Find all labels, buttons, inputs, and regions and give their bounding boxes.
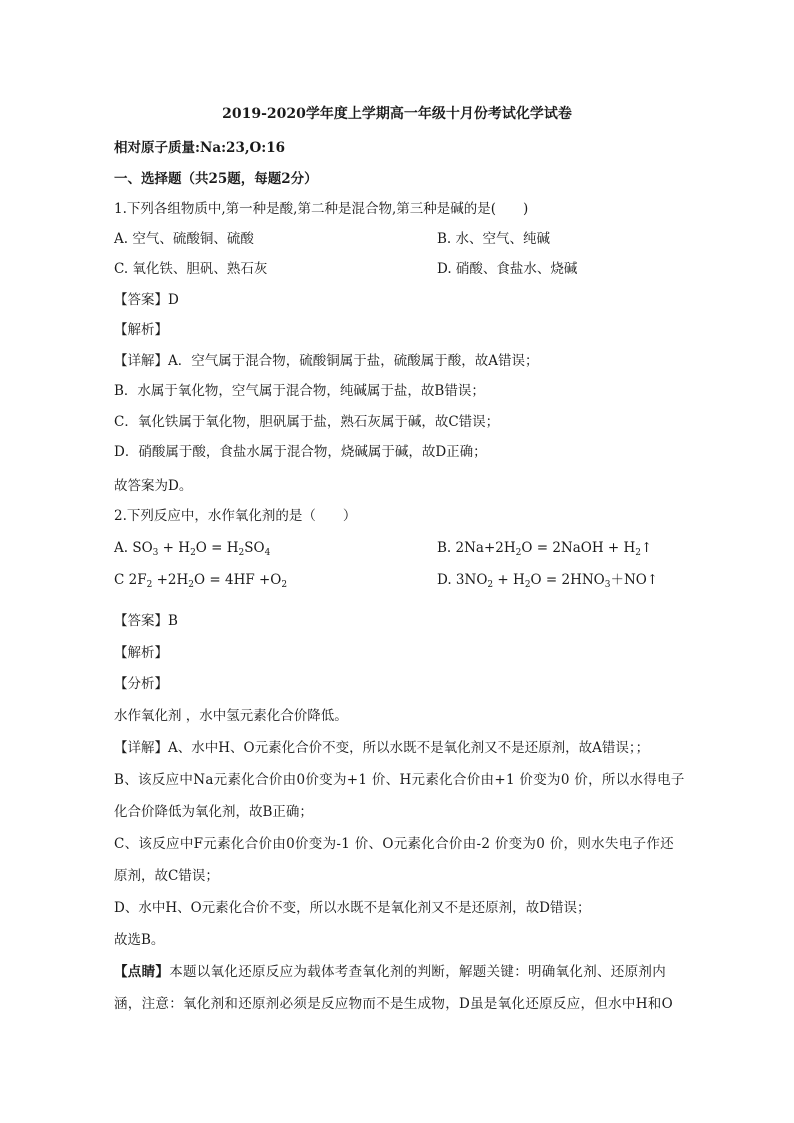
section-heading: 一、选择题（共25题，每题2分） (114, 171, 318, 187)
q1-conclusion: 故答案为D。 (114, 478, 193, 494)
q2-analysis-text: 水作氧化剂 ，水中氢元素化合价降低。 (114, 708, 348, 724)
q1-analysis-tag: 【解析】 (114, 322, 168, 338)
q1-detail-a (114, 352, 539, 370)
q2-detail-a-text: A、水中H、O元素化合价不变，所以水既不是氧化剂又不是还原剂，故A错误；； (168, 740, 650, 756)
q2-detail-d: D、水中H、O元素化合价不变，所以水既不是氧化剂又不是还原剂，故D错误； (114, 900, 591, 916)
q2-option-c: C $2F_2 +2H_2O = 4HF +O_2$ (114, 572, 288, 590)
q2-detail-c-line1: C、该反应中F元素化合价由0价变为-1 价、O元素化合价由-2 价变为0 价，则水失电子作还 (114, 836, 674, 852)
q2-detail-b-line1: B、该反应中Na元素化合价由0价变为+1 价、H元素化合价由+1 价变为0 价，所以水得电子 (114, 772, 685, 788)
q2-answer: 【答案】B (114, 613, 178, 629)
q1-option-d: D. 硝酸、食盐水、烧碱 (437, 261, 578, 277)
q2-point-line1 (114, 963, 666, 981)
q1-detail-a-text: A．空气属于混合物，硫酸铜属于盐，硫酸属于酸，故A错误； (168, 353, 539, 369)
q2-point-tag: 【点睛】 (114, 964, 170, 980)
q1-detail-b: B．水属于氧化物，空气属于混合物，纯碱属于盐，故B错误； (114, 383, 485, 399)
q2-detail-a (114, 739, 649, 757)
q1-option-b: B. 水、空气、纯碱 (437, 231, 551, 247)
q1-detail-c: C．氧化铁属于氧化物，胆矾属于盐，熟石灰属于碱，故C错误； (114, 414, 500, 430)
q2-option-d: D. $3NO_2 + H_2O$ = $2HNO_3+NO↑$ (437, 572, 659, 590)
q2-detail-b-line2: 化合价降低为氧化剂，故B正确； (114, 804, 313, 820)
exam-title: 2019-2020学年度上学期高一年级十月份考试化学试卷 (222, 106, 572, 122)
q1-option-c: C. 氧化铁、胆矾、熟石灰 (114, 261, 268, 277)
q1-answer: 【答案】D (114, 292, 179, 308)
q2-fenxi-tag: 【分析】 (114, 676, 168, 692)
atomic-mass-line: 相对原子质量:Na:23,O:16 (114, 140, 286, 156)
q2-detail-tag: 【详解】 (114, 740, 168, 756)
q2-point-line1-text: 本题以氧化还原反应为载体考查氧化剂的判断，解题关键：明确氧化剂、还原剂内 (169, 964, 667, 980)
q2-point-line2: 涵，注意：氧化剂和还原剂必须是反应物而不是生成物，D虽是氧化还原反应，但水中H和O (114, 996, 673, 1012)
q1-stem: 1.下列各组物质中,第一种是酸,第二种是混合物,第三种是碱的是( ) (114, 201, 529, 217)
q2-detail-c-line2: 原剂，故C错误； (114, 868, 219, 884)
q2-conclusion: 故选B。 (114, 932, 165, 948)
q1-option-a: A. 空气、硫酸铜、硫酸 (114, 231, 254, 247)
q2-option-a: A. $SO_3 + H_2O = H_2SO_4$ (114, 540, 271, 558)
q2-analysis-tag: 【解析】 (114, 645, 168, 661)
q1-detail-d: D．硝酸属于酸，食盐水属于混合物，烧碱属于碱，故D正确； (114, 444, 487, 460)
q2-option-b: B. $2Na+2H_2O$ = 2NaOH + $H_2↑$ (437, 540, 653, 558)
q2-stem: 2.下列反应中，水作氧化剂的是（ ） (114, 508, 357, 524)
q1-detail-tag: 【详解】 (114, 353, 168, 369)
